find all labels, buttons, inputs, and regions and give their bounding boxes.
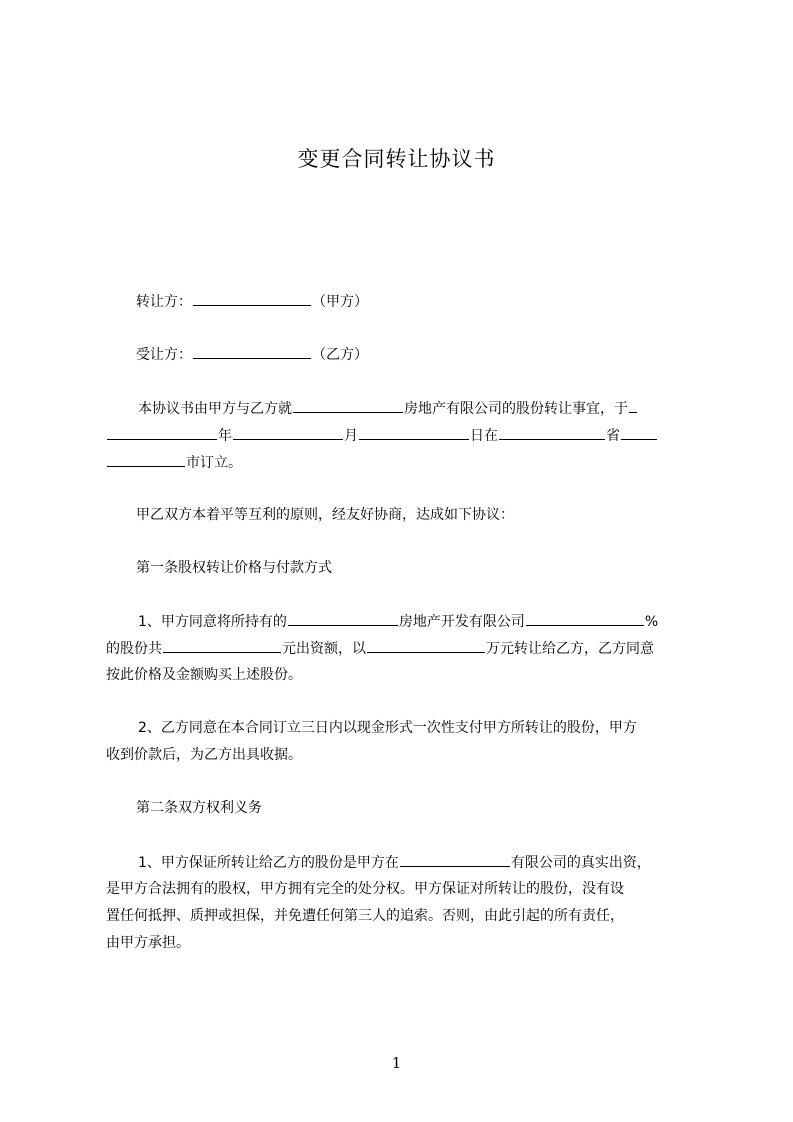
city-lead-blank: [621, 425, 657, 440]
a2c1-seg-1: 1、甲方保证所转让给乙方的股份是甲方在: [138, 855, 399, 871]
article-2-clause-1-line-2: 是甲方合法拥有的股权，甲方拥有完全的处分权。甲方保证对所转让的股份，没有设: [106, 881, 624, 897]
transferor-line: [136, 291, 368, 312]
transferee-line: [136, 344, 368, 365]
capital-amount-blank: [163, 638, 281, 653]
transferee-label: 受让方：: [136, 347, 192, 363]
article-1-clause-1-line-3: 按此价格及金额购买上述股份。: [106, 667, 302, 683]
article-2-heading: 第二条双方权利义务: [136, 800, 262, 816]
intro-line-2: [106, 425, 658, 446]
intro-seg-2: 房地产有限公司的股份转让事宜，于: [404, 401, 628, 417]
page-number: 1: [391, 1054, 402, 1072]
agreement-sentence: 甲乙双方本着平等互利的原则，经友好协商，达成如下协议：: [136, 507, 514, 523]
transferor-suffix: （甲方）: [312, 294, 368, 310]
price-blank: [367, 638, 485, 653]
month-blank: [233, 425, 343, 440]
held-company-blank: [288, 611, 398, 626]
a1c1-seg-2: 房地产开发有限公司: [398, 614, 525, 630]
a1c1-seg-6: 万元转让给乙方，乙方同意: [486, 641, 654, 657]
intro-seg-3: 年: [218, 428, 232, 444]
percentage-blank: [526, 611, 644, 626]
year-blank: [107, 425, 217, 440]
a1c1-seg-1: 1、甲方同意将所持有的: [138, 614, 287, 630]
city-blank: [107, 452, 185, 467]
transferor-blank: [193, 291, 311, 306]
investment-company-blank: [400, 852, 510, 867]
intro-seg-7: 市订立。: [186, 455, 242, 471]
transferee-blank: [193, 344, 311, 359]
intro-seg-1: 本协议书由甲方与乙方就: [138, 401, 292, 417]
article-1-clause-2-line-2: 收到价款后，为乙方出具收据。: [106, 747, 302, 763]
transferee-suffix: （乙方）: [312, 347, 368, 363]
article-2-clause-1-line-3: 置任何抵押、质押或担保，并免遭任何第三人的追索。否则，由此引起的所有责任，: [106, 908, 624, 924]
document-title: 变更合同转让协议书: [297, 147, 496, 171]
a1c1-seg-5: 元出资额，以: [282, 641, 366, 657]
province-blank: [499, 425, 605, 440]
intro-line-1: [138, 398, 638, 419]
intro-company-blank: [293, 398, 403, 413]
intro-seg-4: 月: [344, 428, 358, 444]
day-blank: [359, 425, 469, 440]
intro-line-3: [106, 452, 242, 473]
a2c1-seg-2: 有限公司的真实出资，: [510, 855, 651, 871]
intro-date-lead-blank: [629, 398, 637, 413]
article-1-heading: 第一条股权转让价格与付款方式: [136, 560, 332, 576]
article-1-clause-1-line-1: [138, 611, 658, 632]
article-1-clause-2-line-1: 2、乙方同意在本合同订立三日内以现金形式一次性支付甲方所转让的股份，甲方: [138, 720, 637, 736]
article-2-clause-1-line-1: [138, 852, 651, 873]
intro-seg-5: 日在: [470, 428, 498, 444]
transferor-label: 转让方：: [136, 294, 192, 310]
article-2-clause-1-line-4: 由甲方承担。: [106, 935, 190, 951]
article-1-clause-1-line-2: [106, 638, 654, 659]
a1c1-seg-3: %: [644, 614, 659, 630]
intro-seg-6: 省: [606, 428, 620, 444]
a1c1-seg-4: 的股份共: [106, 641, 162, 657]
